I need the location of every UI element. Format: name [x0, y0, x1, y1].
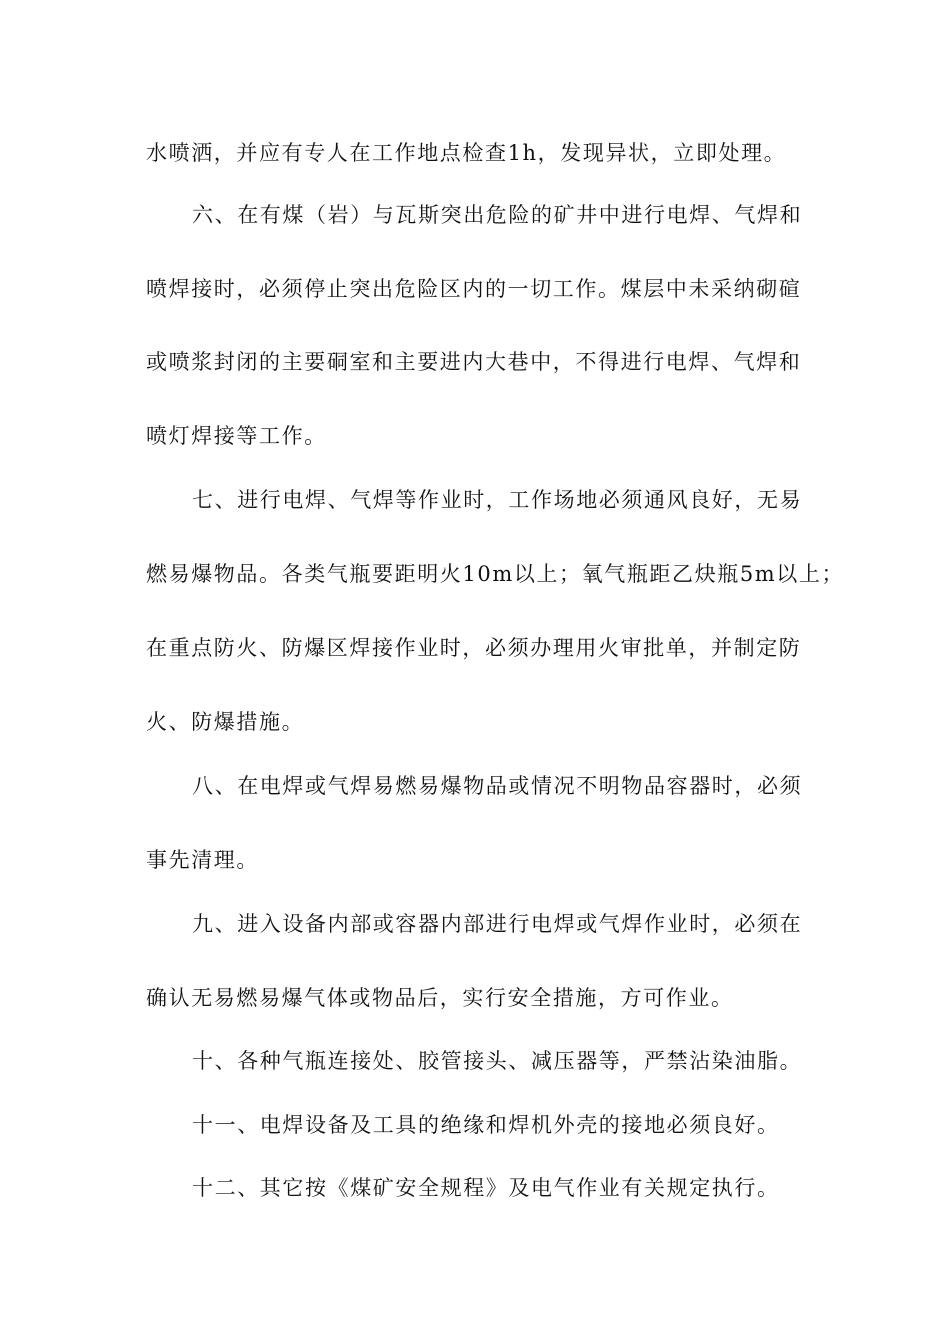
paragraph-twelve: 十二、其它按《煤矿安全规程》及电气作业有关规定执行。	[192, 1176, 780, 1200]
text-line: 喷焊接时，必须停止突出危险区内的一切工作。煤层中未采纳砌碹	[146, 277, 802, 301]
text-line: 在重点防火、防爆区焊接作业时，必须办理用火审批单，并制定防	[146, 636, 802, 660]
text-line: 确认无易燃易爆气体或物品后，实行安全措施，方可作业。	[146, 986, 734, 1010]
text-line: 或喷浆封闭的主要硐室和主要进内大巷中，不得进行电焊、气焊和	[146, 350, 802, 374]
paragraph-eleven: 十一、电焊设备及工具的绝缘和焊机外壳的接地必须良好。	[192, 1113, 780, 1137]
paragraph-eight-start: 八、在电焊或气焊易燃易爆物品或情况不明物品容器时，必须	[192, 774, 803, 798]
paragraph-seven-start: 七、进行电焊、气焊等作业时，工作场地必须通风良好，无易	[192, 488, 803, 512]
paragraph-nine-start: 九、进入设备内部或容器内部进行电焊或气焊作业时，必须在	[192, 912, 803, 936]
text-line: 事先清理。	[146, 848, 259, 872]
text-line: 火、防爆措施。	[146, 710, 305, 734]
paragraph-six-start: 六、在有煤（岩）与瓦斯突出危险的矿井中进行电焊、气焊和	[192, 203, 803, 227]
paragraph-ten: 十、各种气瓶连接处、胶管接头、减压器等，严禁沾染油脂。	[192, 1049, 803, 1073]
text-line: 水喷洒，并应有专人在工作地点检查1h，发现异状，立即处理。	[146, 141, 787, 165]
text-line: 燃易爆物品。各类气瓶要距明火10m以上；氧气瓶距乙炔瓶5m以上；	[146, 562, 845, 586]
text-line: 喷灯焊接等工作。	[146, 424, 327, 448]
